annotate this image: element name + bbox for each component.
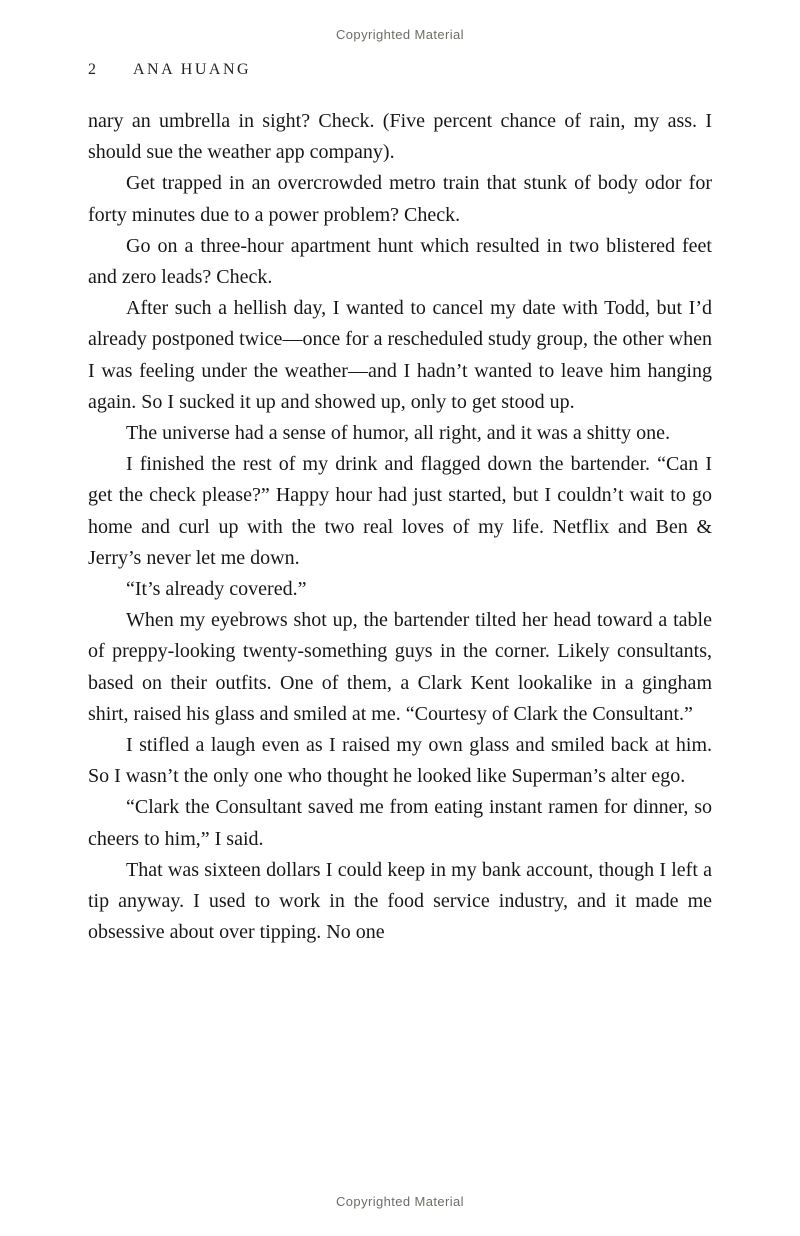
body-paragraph: Get trapped in an overcrowded metro train that stunk of body odor for forty minutes due to a power problem? Check.	[88, 172, 712, 226]
body-text-block	[88, 106, 712, 948]
body-paragraph: “It’s already covered.”	[126, 578, 307, 601]
body-paragraph: I stifled a laugh even as I raised my own glass and smiled back at him. So I wasn’t the only one who thought he looked like Superman’s alter ego.	[88, 734, 712, 788]
body-paragraph: “Clark the Consultant saved me from eating instant ramen for dinner, so cheers to him,” I said.	[88, 796, 712, 850]
body-paragraph: I finished the rest of my drink and flagged down the bartender. “Can I get the check please?” Happy hour had just started, but I couldn’t wait to go home and curl up with the two real loves of my life. Netflix and Ben & Jerry’s never let me down.	[88, 453, 712, 569]
body-paragraph: That was sixteen dollars I could keep in my bank account, though I left a tip anyway. I used to work in the food service industry, and it made me obsessive about over tipping. No one	[88, 858, 712, 944]
body-paragraph: After such a hellish day, I wanted to cancel my date with Todd, but I’d already postponed twice—once for a rescheduled study group, the other when I was feeling under the weather—and I hadn’t wanted to leave him hanging again. So I sucked it up and showed up, only to get stood up.	[88, 297, 712, 413]
body-paragraph: nary an umbrella in sight? Check. (Five percent chance of rain, my ass. I should sue the weather app company).	[88, 110, 712, 164]
body-paragraph: Go on a three-hour apartment hunt which resulted in two blistered feet and zero leads? Check.	[88, 234, 712, 289]
page-number: 2	[88, 61, 97, 78]
author-name: ANA HUANG	[133, 61, 252, 78]
body-paragraph: The universe had a sense of humor, all right, and it was a shitty one.	[126, 422, 671, 445]
body-paragraph: When my eyebrows shot up, the bartender tilted her head toward a table of preppy-looking twenty-something guys in the corner. Likely consultants, based on their outfits. One of them, a Clark Kent lookalike in a gingham shirt, raised his glass and smiled at me. “Courtesy of Clark the Consultant.”	[88, 609, 712, 725]
page-header	[88, 61, 712, 79]
copyright-notice-top: Copyrighted Material	[336, 27, 464, 42]
copyright-notice-bottom: Copyrighted Material	[336, 1194, 464, 1209]
